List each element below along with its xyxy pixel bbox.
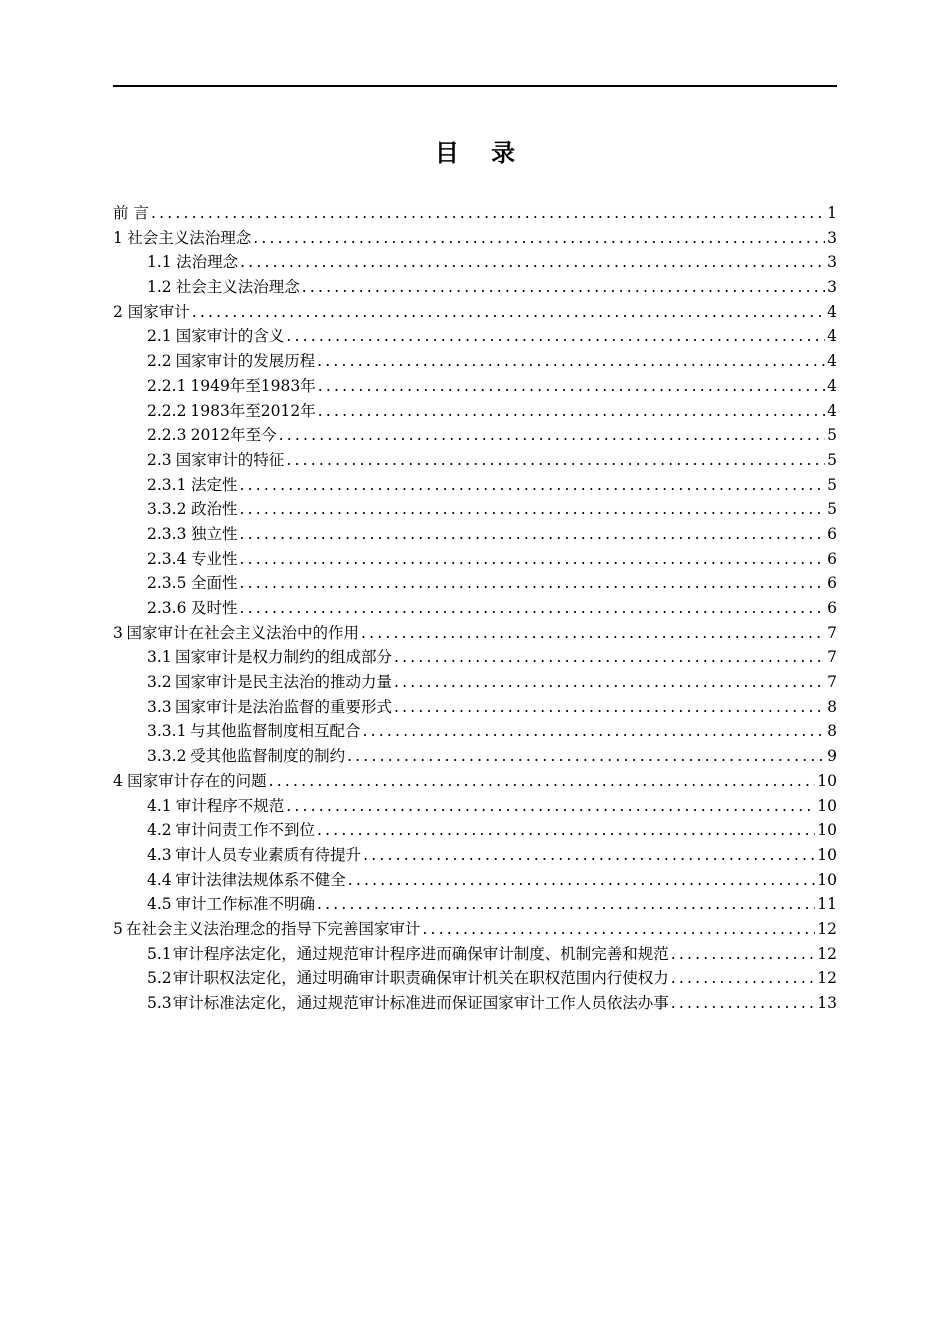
toc-entry[interactable]	[113, 670, 837, 695]
toc-entry-page: 4	[827, 302, 837, 321]
toc-entry-title: 1983年至2012年	[190, 401, 316, 420]
toc-entry-number: 3.1	[147, 648, 172, 667]
toc-entry-title: 与其他监督制度相互配合	[190, 722, 361, 741]
toc-entry-number: 3	[113, 623, 123, 642]
toc-entry-number: 4	[113, 771, 123, 790]
toc-entry-title: 前 言	[113, 204, 149, 222]
toc-entry-number: 4.1	[147, 796, 172, 815]
dot-leader	[317, 821, 815, 839]
dot-leader	[269, 772, 816, 790]
toc-entry[interactable]	[113, 275, 837, 300]
toc-entry-number: 1	[113, 228, 123, 247]
toc-entry[interactable]	[113, 547, 837, 572]
toc-entry-number: 4.3	[147, 845, 172, 864]
toc-entry-page: 6	[827, 599, 837, 617]
toc-entry-page: 1	[827, 204, 837, 222]
toc-entry-number: 2.3.3	[147, 524, 187, 543]
toc-entry-title: 国家审计是权力制约的组成部分	[174, 648, 392, 667]
toc-entry-title: 国家审计在社会主义法治中的作用	[126, 623, 359, 642]
dot-leader	[317, 895, 815, 913]
dot-leader	[286, 797, 815, 815]
toc-entry[interactable]	[113, 374, 837, 399]
dot-leader	[192, 303, 825, 321]
toc-entry-title: 政治性	[190, 500, 238, 519]
table-of-contents	[113, 201, 837, 1016]
toc-entry-title: 审计程序不规范	[175, 796, 285, 815]
toc-entry[interactable]	[113, 497, 837, 522]
toc-entry[interactable]	[113, 991, 837, 1016]
dot-leader	[286, 451, 825, 469]
toc-entry-page: 4	[827, 352, 837, 371]
toc-entry-number: 2.3.6	[147, 599, 187, 617]
toc-entry-title: 审计工作标准不明确	[175, 895, 315, 914]
toc-entry-page: 10	[817, 821, 837, 840]
toc-entry[interactable]	[113, 719, 837, 744]
toc-entry-title: 专业性	[190, 549, 238, 568]
toc-entry[interactable]	[113, 966, 837, 991]
toc-entry[interactable]	[113, 522, 837, 547]
toc-entry-page: 3	[827, 228, 837, 247]
toc-entry-number: 2.1	[147, 327, 172, 346]
dot-leader	[318, 402, 825, 420]
dot-leader	[394, 648, 825, 666]
toc-entry-number: 2.2.3	[147, 426, 187, 445]
toc-entry-number: 3.3	[147, 697, 172, 716]
toc-entry-number: 5.1	[147, 944, 172, 963]
toc-entry[interactable]	[113, 448, 837, 473]
dot-leader	[239, 574, 825, 592]
toc-entry-page: 5	[827, 500, 837, 519]
toc-entry-page: 8	[827, 722, 837, 741]
toc-entry-page: 10	[817, 845, 837, 864]
toc-entry-number: 3.3.2	[147, 500, 187, 519]
toc-entry-number: 5.3	[147, 994, 172, 1012]
toc-entry-page: 12	[817, 944, 837, 963]
dot-leader	[318, 377, 825, 395]
dot-leader	[347, 747, 825, 765]
toc-entry-page: 5	[827, 426, 837, 445]
toc-entry-number: 2.2	[147, 352, 172, 371]
dot-leader	[394, 673, 825, 691]
toc-entry[interactable]	[113, 744, 837, 769]
toc-entry-page: 4	[827, 376, 837, 395]
toc-entry-page: 8	[827, 697, 837, 716]
toc-entry-title: 国家审计是民主法治的推动力量	[174, 673, 392, 692]
toc-entry-page: 12	[817, 919, 837, 938]
dot-leader	[253, 229, 825, 247]
toc-entry-page: 7	[827, 623, 837, 642]
toc-entry-page: 4	[827, 327, 837, 346]
dot-leader	[671, 994, 815, 1012]
toc-entry-title: 受其他监督制度的制约	[190, 747, 346, 766]
toc-entry-number: 4.4	[147, 870, 172, 889]
toc-entry-title: 国家审计的含义	[175, 327, 285, 346]
toc-entry-number: 5	[113, 919, 123, 938]
toc-entry-page: 7	[827, 648, 837, 667]
toc-entry-title: 审计法律法规体系不健全	[175, 870, 346, 889]
toc-entry[interactable]	[113, 645, 837, 670]
dot-leader	[239, 550, 825, 568]
toc-entry-number: 1.2	[147, 278, 172, 297]
dot-leader	[239, 476, 825, 494]
toc-entry-title: 法治理念	[176, 253, 239, 272]
toc-entry-number: 2	[113, 302, 123, 321]
toc-entry[interactable]	[113, 892, 837, 917]
toc-entry[interactable]	[113, 250, 837, 275]
toc-entry[interactable]	[113, 695, 837, 720]
toc-entry-page: 10	[817, 771, 837, 790]
toc-entry-title: 审计人员专业素质有待提升	[175, 845, 362, 864]
toc-entry-title: 国家审计存在的问题	[127, 771, 267, 790]
dot-leader	[317, 352, 825, 370]
toc-entry-page: 10	[817, 870, 837, 889]
toc-entry-page: 7	[827, 673, 837, 692]
toc-entry-number: 2.3.5	[147, 574, 187, 593]
toc-entry-page: 5	[827, 475, 837, 494]
dot-leader	[671, 945, 815, 963]
toc-entry-page: 13	[817, 994, 837, 1012]
header-rule	[113, 85, 837, 87]
toc-entry-number: 2.3.4	[147, 549, 187, 568]
toc-entry[interactable]	[113, 818, 837, 843]
toc-entry-page: 6	[827, 524, 837, 543]
dot-leader	[151, 204, 825, 222]
toc-entry-number: 5.2	[147, 969, 172, 988]
dot-leader	[671, 969, 815, 987]
toc-entry[interactable]	[113, 473, 837, 498]
toc-entry[interactable]	[113, 794, 837, 819]
toc-entry-title: 在社会主义法治理念的指导下完善国家审计	[125, 919, 421, 938]
toc-entry-title: 独立性	[190, 524, 238, 543]
toc-entry-page: 3	[827, 278, 837, 297]
toc-entry-title: 1949年至1983年	[190, 376, 316, 395]
toc-entry-title: 审计程序法定化，通过规范审计程序进而确保审计制度、机制完善和规范	[172, 944, 669, 963]
toc-entry-page: 10	[817, 796, 837, 815]
toc-entry[interactable]	[113, 423, 837, 448]
toc-entry-title: 国家审计的特征	[175, 450, 285, 469]
dot-leader	[286, 327, 825, 345]
toc-entry-page: 5	[827, 450, 837, 469]
dot-leader	[239, 525, 825, 543]
toc-entry-title: 法定性	[190, 475, 238, 494]
toc-entry-title: 国家审计	[127, 302, 190, 321]
toc-entry-title: 及时性	[190, 599, 238, 617]
toc-entry-number: 2.3	[147, 450, 172, 469]
toc-entry[interactable]	[113, 201, 837, 226]
toc-entry-number: 3.3.2	[147, 747, 187, 766]
toc-entry-number: 3.3.1	[147, 722, 187, 741]
dot-leader	[240, 253, 825, 271]
toc-entry-title: 审计标准法定化，通过规范审计标准进而保证国家审计工作人员依法办事	[172, 994, 669, 1012]
toc-entry-number: 4.2	[147, 821, 172, 840]
page-title: 目 录	[434, 139, 528, 167]
dot-leader	[348, 871, 816, 889]
toc-entry[interactable]	[113, 226, 837, 251]
toc-entry[interactable]	[113, 324, 837, 349]
toc-entry-title: 社会主义法治理念	[127, 228, 252, 247]
toc-entry-page: 6	[827, 574, 837, 593]
toc-entry[interactable]	[113, 868, 837, 893]
toc-entry[interactable]	[113, 621, 837, 646]
dot-leader	[361, 624, 825, 642]
toc-entry-page: 9	[827, 747, 837, 766]
dot-leader	[302, 278, 825, 296]
toc-entry-title: 国家审计是法治监督的重要形式	[174, 697, 392, 716]
toc-entry[interactable]	[113, 399, 837, 424]
dot-leader	[239, 500, 825, 518]
toc-entry-title: 社会主义法治理念	[175, 278, 300, 297]
dot-leader	[394, 698, 825, 716]
dot-leader	[363, 846, 815, 864]
toc-entry[interactable]	[113, 917, 837, 942]
toc-entry[interactable]	[113, 942, 837, 967]
toc-entry[interactable]	[113, 349, 837, 374]
toc-entry-title: 全面性	[190, 574, 238, 593]
toc-entry[interactable]	[113, 769, 837, 794]
toc-entry-number: 2.2.2	[147, 401, 187, 420]
toc-entry-title: 2012年至今	[190, 426, 277, 445]
dot-leader	[422, 920, 815, 938]
toc-entry-page: 4	[827, 401, 837, 420]
toc-entry[interactable]	[113, 300, 837, 325]
dot-leader	[239, 599, 825, 617]
toc-entry-page: 11	[817, 895, 837, 914]
toc-entry[interactable]	[113, 596, 837, 621]
toc-entry-number: 1.1	[147, 253, 172, 272]
toc-entry-number: 4.5	[147, 895, 172, 914]
toc-entry-page: 3	[827, 253, 837, 272]
toc-entry-page: 12	[817, 969, 837, 988]
toc-entry[interactable]	[113, 843, 837, 868]
toc-entry-number: 3.2	[147, 673, 172, 692]
dot-leader	[279, 426, 826, 444]
dot-leader	[363, 722, 826, 740]
toc-entry-title: 审计职权法定化，通过明确审计职责确保审计机关在职权范围内行使权力	[172, 969, 669, 988]
toc-entry-number: 2.2.1	[147, 376, 187, 395]
toc-entry[interactable]	[113, 571, 837, 596]
toc-entry-title: 审计问责工作不到位	[175, 821, 315, 840]
toc-entry-number: 2.3.1	[147, 475, 187, 494]
toc-entry-page: 6	[827, 549, 837, 568]
toc-entry-title: 国家审计的发展历程	[175, 352, 316, 371]
